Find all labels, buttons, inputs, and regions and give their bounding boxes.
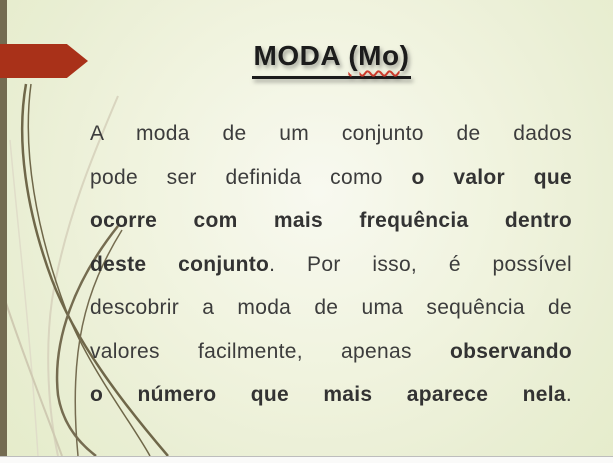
text-line [90, 286, 572, 330]
slide-title-misspelled-text: (Mo [348, 40, 400, 71]
line-text: A moda de um conjunto de dados [90, 122, 572, 145]
line-bold-text: o número que mais aparece nela [90, 383, 566, 406]
line-text: valores facilmente, apenas [90, 339, 450, 363]
text-line [90, 199, 572, 243]
bottom-margin-strip [0, 456, 613, 463]
line-text-end: . [565, 383, 572, 406]
text-line [90, 373, 572, 417]
line-bold-text: observando [449, 339, 572, 363]
line-bold-text: deste conjunto [90, 252, 270, 276]
slide-title-text: MODA [253, 40, 349, 71]
text-line [90, 243, 572, 287]
text-line [90, 112, 572, 156]
slide-title [252, 40, 412, 79]
line-bold-text: o valor que [411, 165, 573, 189]
line-text-end: . Por isso, é possível [269, 252, 572, 276]
line-text: descobrir a moda de uma sequência de [90, 296, 572, 319]
body-paragraph [90, 112, 572, 417]
text-line [90, 330, 572, 374]
line-bold-text: ocorre com mais frequência dentro [90, 209, 572, 232]
text-line [90, 156, 572, 200]
slide-title-text-end: ) [399, 40, 410, 71]
line-text: pode ser definida como [90, 165, 412, 189]
title-area [50, 40, 613, 79]
